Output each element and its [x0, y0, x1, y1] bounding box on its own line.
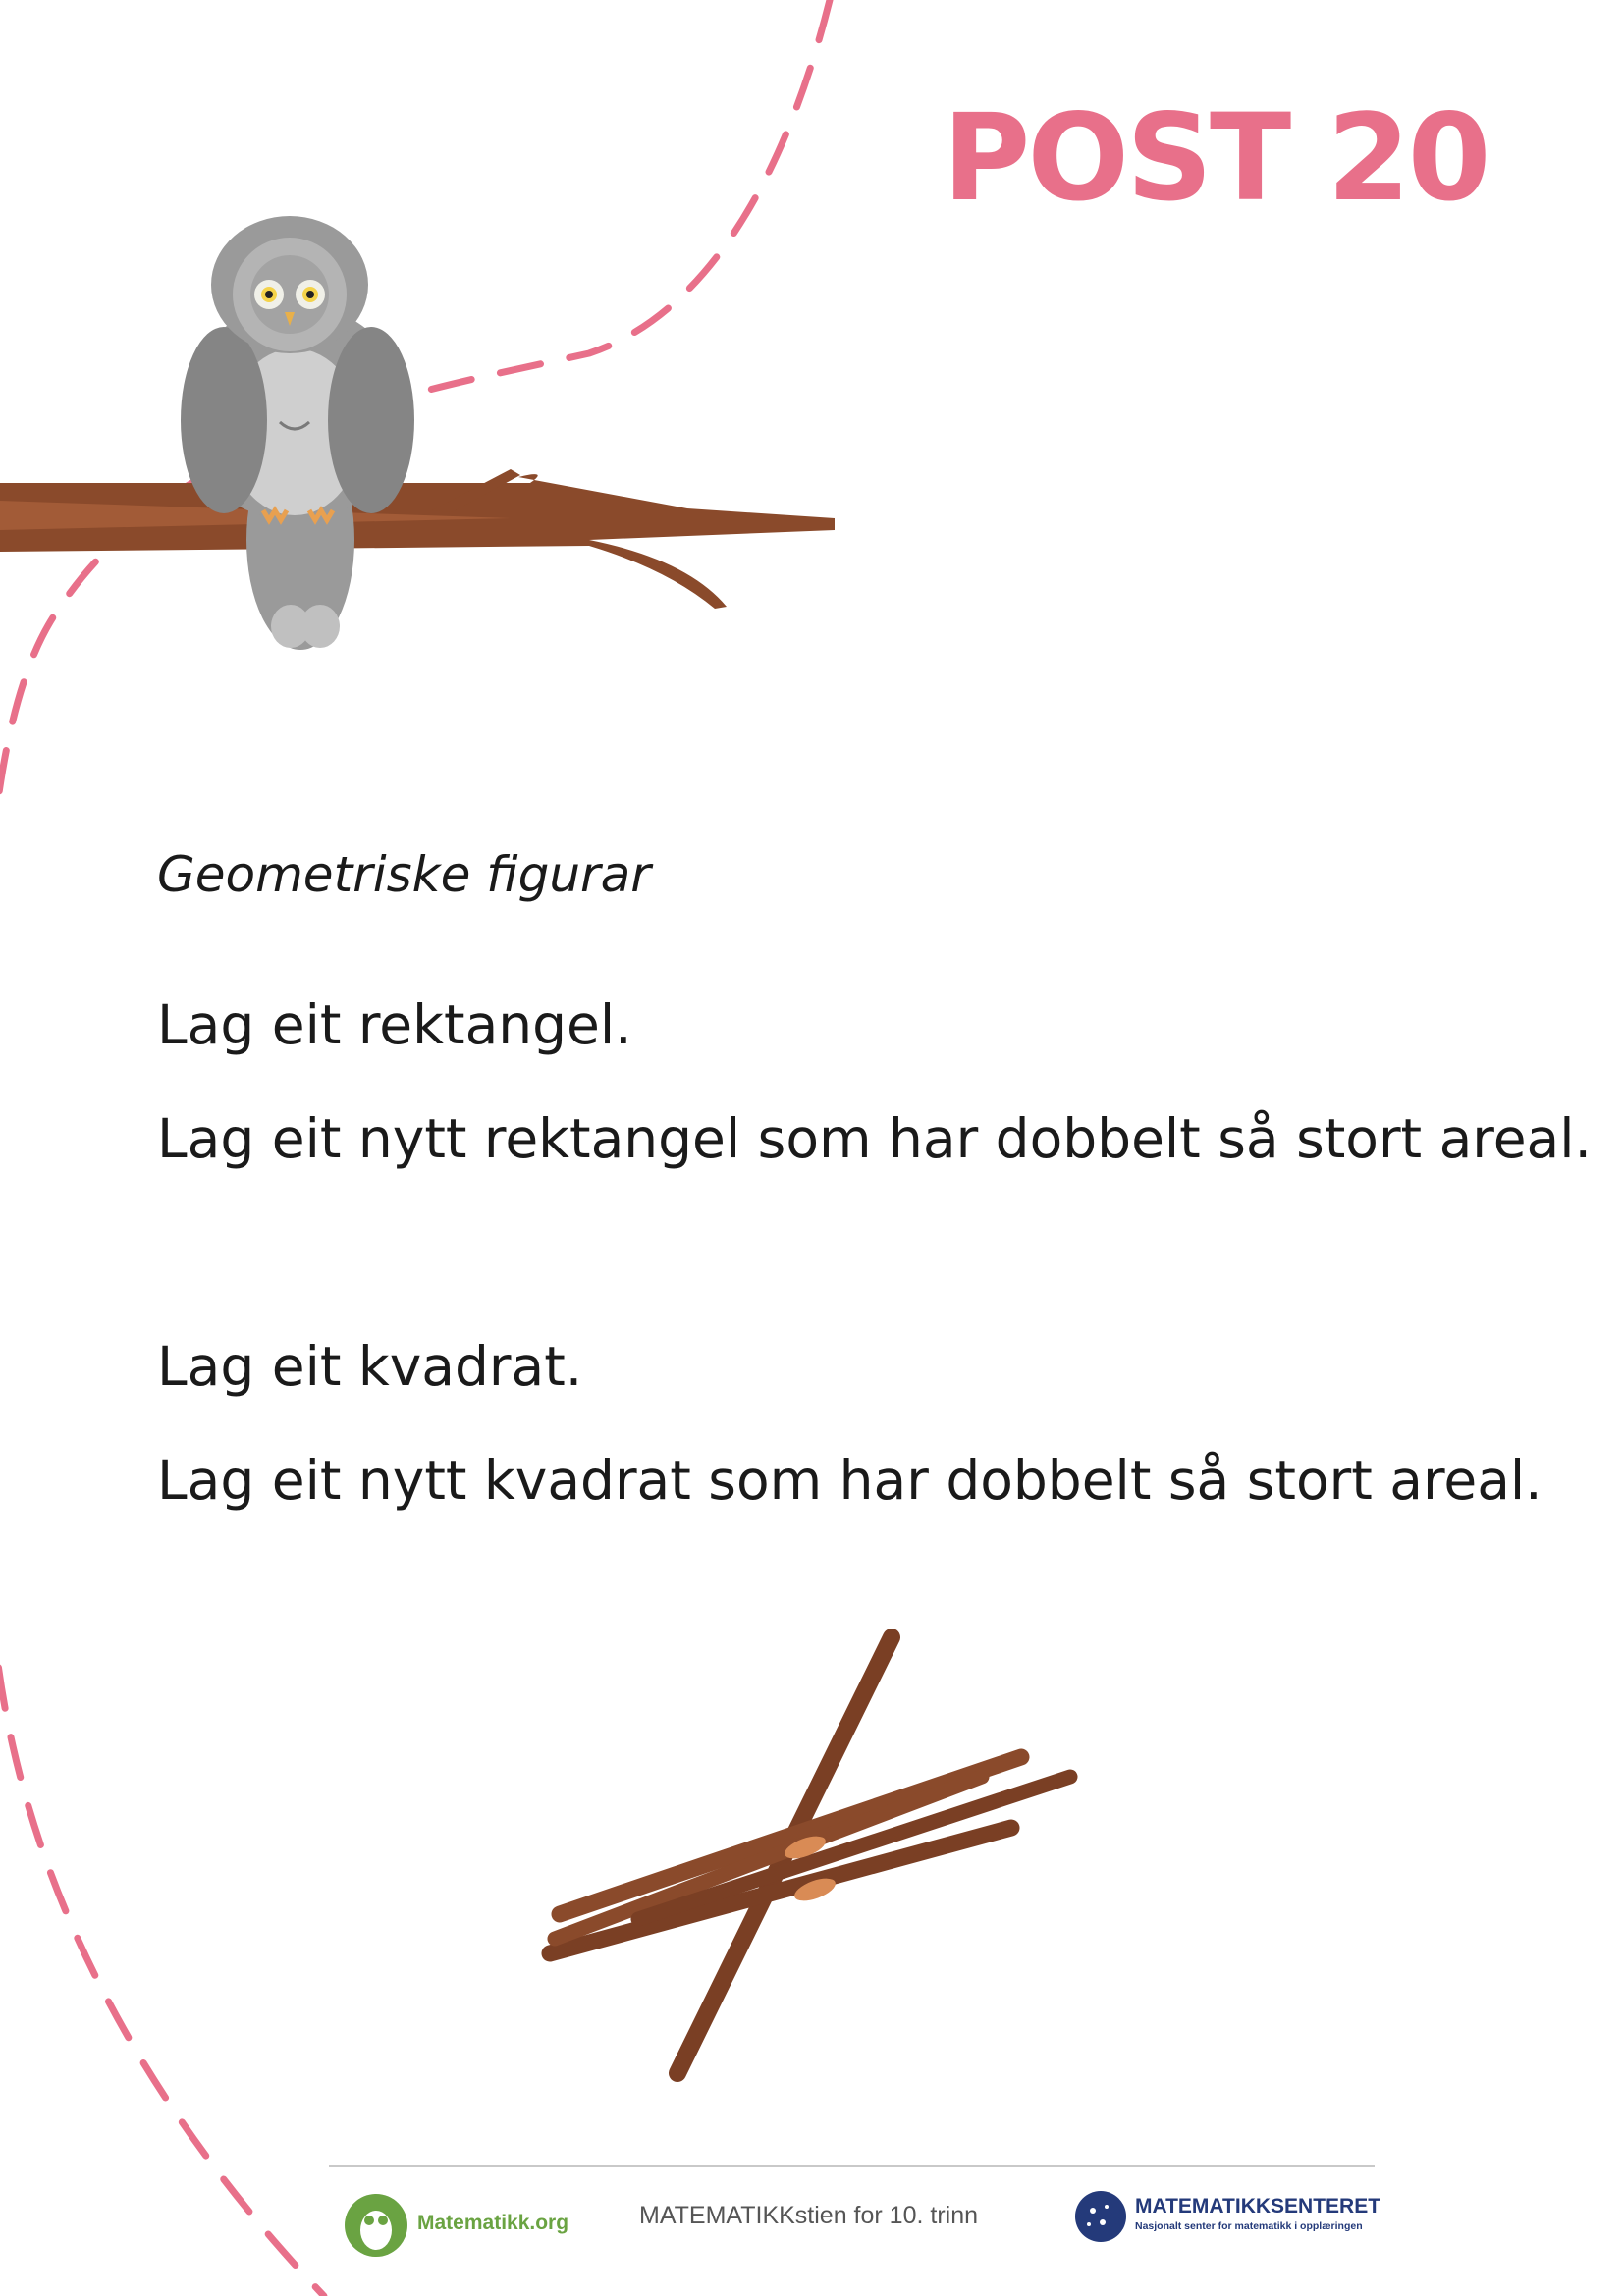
- task-line-2: Lag eit nytt rektangel som har dobbelt så stort areal.: [157, 1107, 1593, 1170]
- task-line-3: Lag eit kvadrat.: [157, 1335, 583, 1398]
- matematikksenteret-logo: [1073, 2189, 1128, 2244]
- task-line-4: Lag eit nytt kvadrat som har dobbelt så stort areal.: [157, 1449, 1543, 1512]
- matematikksenteret-logo-title: MATEMATIKKSENTERET: [1135, 2195, 1381, 2217]
- footer-center-text: MATEMATIKKstien for 10. trinn: [639, 2202, 979, 2229]
- footer-divider: [329, 2165, 1375, 2167]
- post-title: POST 20: [943, 88, 1489, 228]
- section-subtitle: Geometriske figurar: [157, 846, 651, 903]
- matematikksenteret-logo-subtitle: Nasjonalt senter for matematikk i opplæringen: [1135, 2220, 1363, 2232]
- task-line-1: Lag eit rektangel.: [157, 993, 632, 1056]
- matematikk-org-logo-text: Matematikk.org: [417, 2212, 569, 2234]
